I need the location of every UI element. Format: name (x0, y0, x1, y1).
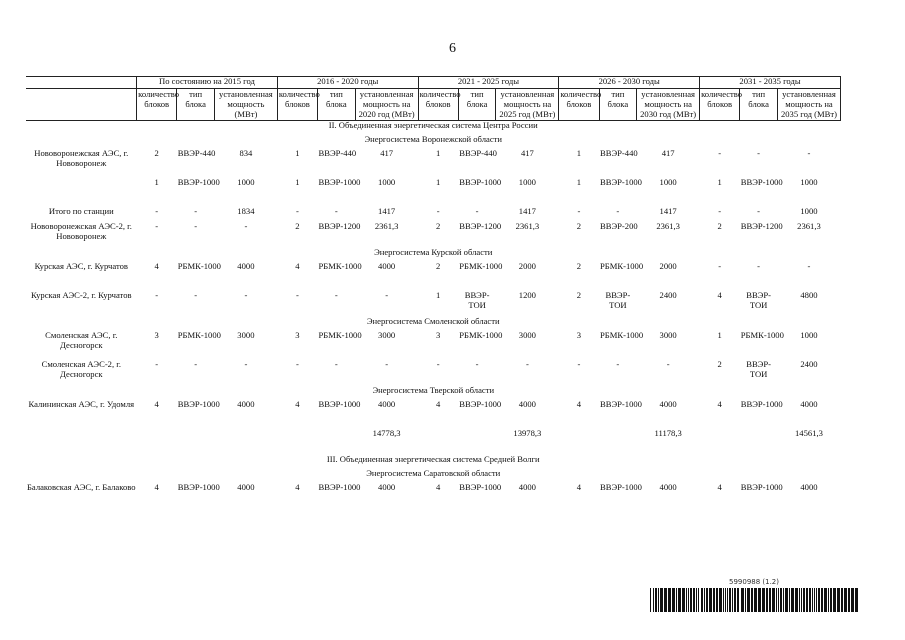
table-cell: - (666, 359, 670, 369)
section-title: II. Объединенная энергетическая система Центра России (328, 120, 538, 130)
table-body (26, 121, 841, 510)
table-cell: ВВЭР-1000 (177, 399, 220, 409)
table-cell: ВВЭР-1200 (740, 221, 783, 231)
table-cell: ВВЭР-1000 (600, 482, 642, 492)
barcode-bar (824, 588, 827, 612)
barcode-bar (745, 588, 746, 612)
table-cell: - (475, 206, 479, 216)
table-cell: 4 (717, 290, 722, 300)
table-cell: ВВЭР-440 (177, 148, 216, 158)
station-name: Курская АЭС-2, г. Курчатов (31, 290, 132, 300)
barcode-bar (821, 588, 823, 612)
period-header-2021-2025: 2021 - 2025 годы (418, 77, 559, 89)
barcode-bar (693, 588, 695, 612)
table-cell: - (436, 359, 440, 369)
table-cell: - (385, 359, 389, 369)
totals-spacer (700, 426, 778, 441)
table-cell: 4000 (237, 261, 255, 271)
table-cell: 4000 (237, 482, 255, 492)
barcode-bar (806, 588, 808, 612)
barcode-bar (780, 588, 782, 612)
table-cell: 4000 (237, 399, 255, 409)
table-cell: ВВЭР-1000 (600, 177, 642, 187)
table-cell: 1 (576, 148, 582, 158)
period-header-row (26, 77, 841, 89)
table-cell: - (757, 261, 761, 271)
table-cell: 4000 (518, 399, 536, 409)
table-cell: 4000 (800, 399, 818, 409)
barcode-bar (758, 588, 761, 612)
table-cell: 4000 (378, 399, 396, 409)
table-cell: ВВЭР-ТОИ (605, 290, 631, 310)
col-header: установленная мощность на 2030 год (МВт) (637, 89, 700, 121)
totals-spacer (418, 426, 496, 441)
table-cell: РБМК-1000 (459, 330, 503, 340)
barcode-bar (785, 588, 788, 612)
table-cell: 2361,3 (656, 221, 680, 231)
npp-capacity-table (26, 76, 841, 509)
barcode-bar (772, 588, 775, 612)
subsystem-row (26, 248, 841, 259)
col-header: тип блока (458, 89, 496, 121)
table-cell: 1 (436, 148, 441, 158)
barcode-bar (783, 588, 784, 612)
table-cell: РБМК-1000 (600, 261, 644, 271)
barcode-bar (851, 588, 854, 612)
table-cell: - (194, 221, 198, 231)
totals-spacer (277, 426, 355, 441)
barcode-bar (664, 588, 667, 612)
table-cell: 4 (154, 482, 159, 492)
table-cell: ВВЭР-440 (318, 148, 357, 158)
table-cell: 1834 (237, 206, 255, 216)
barcode-bar (732, 588, 733, 612)
col-header: количество блоков (418, 89, 458, 121)
col-header: количество блоков (277, 89, 317, 121)
barcode-bar (841, 588, 843, 612)
col-header: количество блоков (559, 89, 599, 121)
table-cell: 4 (436, 399, 441, 409)
table-cell: - (616, 359, 620, 369)
col-header: установленная мощность на 2035 год (МВт) (777, 89, 840, 121)
station-name: Курская АЭС, г. Курчатов (34, 261, 128, 271)
table-cell: 1000 (659, 177, 677, 187)
table-cell: 3 (154, 330, 159, 340)
barcode-bar (747, 588, 750, 612)
table-cell: - (334, 206, 338, 216)
table-cell: ВВЭР-1000 (459, 399, 502, 409)
section-row (26, 121, 841, 136)
table-cell: 4000 (659, 399, 677, 409)
table-cell: РБМК-1000 (318, 330, 362, 340)
table-cell: 2000 (659, 261, 677, 271)
table-cell: - (244, 290, 248, 300)
section-title: III. Объединенная энергетическая система Средней Волги (326, 454, 540, 464)
table-cell: 2 (436, 261, 441, 271)
barcode-bar (754, 588, 757, 612)
totals-spacer (559, 426, 637, 441)
barcode-bar (676, 588, 677, 612)
barcode-bar (791, 588, 794, 612)
barcode-bar (828, 588, 829, 612)
table-cell: 2361,3 (374, 221, 399, 231)
col-header: установленная мощность (МВт) (214, 89, 277, 121)
col-header: установленная мощность на 2020 год (МВт) (355, 89, 418, 121)
table-cell: 1417 (518, 206, 536, 216)
barcode-bar (803, 588, 805, 612)
barcode-bar (818, 588, 820, 612)
barcode-bar (776, 588, 777, 612)
column-header-row (26, 89, 841, 121)
barcode-bar (855, 588, 858, 612)
table-cell: 1 (436, 290, 441, 300)
table-row (26, 219, 841, 248)
table-cell: ВВЭР-1000 (177, 177, 220, 187)
barcode-bar (814, 588, 815, 612)
barcode-bar (650, 588, 651, 612)
table-cell: 4 (295, 482, 300, 492)
table-cell: ВВЭР-1000 (459, 482, 502, 492)
table-cell: - (525, 359, 529, 369)
barcode-bar (704, 588, 705, 612)
barcode-bar (668, 588, 671, 612)
barcode-bar (678, 588, 681, 612)
col-header: количество блоков (137, 89, 177, 121)
station-name: Балаковская АЭС, г. Балаково (27, 482, 136, 492)
col-header: тип блока (318, 89, 356, 121)
table-cell: ВВЭР-1000 (318, 482, 361, 492)
barcode-bar (795, 588, 798, 612)
total-value: 13978,3 (513, 428, 542, 438)
table-cell: 4000 (800, 482, 818, 492)
barcode-bar (801, 588, 802, 612)
col-header: установленная мощность на 2025 год (МВт) (496, 89, 559, 121)
barcode-bar (734, 588, 736, 612)
total-value: 14561,3 (795, 428, 823, 438)
table-cell: 1 (295, 148, 300, 158)
table-cell: 2 (576, 290, 582, 300)
table-cell: - (577, 206, 581, 216)
table-cell: 1 (295, 177, 300, 187)
subsystem-title: Энергосистема Смоленской области (366, 316, 500, 326)
table-cell: ВВЭР-1000 (177, 482, 220, 492)
barcode-bar (809, 588, 811, 612)
station-name: Нововоронежская АЭС, г. Нововоронеж (34, 148, 129, 168)
table-cell: 2000 (518, 261, 536, 271)
table-cell: - (334, 359, 338, 369)
table-cell: 2 (576, 261, 582, 271)
table-cell: 4800 (800, 290, 818, 300)
table-cell: 4 (154, 261, 159, 271)
table-cell: ВВЭР-1000 (600, 399, 642, 409)
table-cell: 1000 (237, 177, 255, 187)
col-header: тип блока (177, 89, 215, 121)
station-name: Смоленская АЭС, г. Десногорск (45, 330, 118, 350)
spacer-cell (26, 441, 841, 455)
station-name: Итого по станции (48, 206, 114, 216)
barcode-bar (729, 588, 731, 612)
table-cell: 417 (661, 148, 675, 158)
table-cell: - (155, 206, 159, 216)
table-cell: 2 (436, 221, 441, 231)
table-cell: ВВЭР-ТОИ (746, 359, 771, 379)
table-cell: 1417 (659, 206, 677, 216)
table-cell: 2 (576, 221, 582, 231)
table-row (26, 288, 841, 317)
station-column-subheader (26, 89, 137, 121)
table-row (26, 204, 841, 219)
table-cell: 2 (154, 148, 159, 158)
table-cell: - (718, 206, 722, 216)
table-row (26, 175, 841, 204)
barcode-bar (725, 588, 726, 612)
barcode-bar (672, 588, 675, 612)
table-cell: РБМК-1000 (177, 261, 221, 271)
table-cell: 3 (576, 330, 582, 340)
table-cell: ВВЭР-440 (459, 148, 497, 158)
table-row (26, 397, 841, 426)
table-cell: - (718, 148, 722, 158)
table-cell: 4000 (659, 482, 677, 492)
barcode-bar (719, 588, 722, 612)
barcode-bar (660, 588, 663, 612)
table-cell: 4 (576, 482, 582, 492)
table-cell: ВВЭР-1000 (318, 399, 361, 409)
table-cell: ВВЭР-1200 (459, 221, 502, 231)
totals-spacer (26, 426, 277, 441)
barcode-bar (844, 588, 847, 612)
table-cell: 3000 (237, 330, 255, 340)
table-cell: - (155, 359, 159, 369)
barcode-bar (837, 588, 840, 612)
table-cell: - (385, 290, 389, 300)
table-cell: 2 (717, 359, 722, 369)
table-cell: - (757, 206, 761, 216)
table-cell: ВВЭР-ТОИ (746, 290, 771, 310)
table-cell: РБМК-1000 (600, 330, 644, 340)
table-cell: - (295, 290, 299, 300)
table-cell: 2361,3 (797, 221, 821, 231)
table-cell: 1000 (800, 330, 818, 340)
barcode-bar (737, 588, 739, 612)
barcode-bar (799, 588, 800, 612)
table-cell: - (718, 261, 722, 271)
table-cell: 4000 (518, 482, 536, 492)
subsystem-title: Энергосистема Курской области (374, 247, 493, 257)
subsystem-title: Энергосистема Саратовской области (366, 468, 501, 478)
table-cell: 1000 (378, 177, 396, 187)
table-cell: 4 (295, 261, 300, 271)
table-cell: - (295, 206, 299, 216)
table-row (26, 357, 841, 386)
table-cell: ВВЭР-440 (600, 148, 638, 158)
table-cell: 3 (295, 330, 300, 340)
barcode-bar (762, 588, 765, 612)
barcode-bar (723, 588, 724, 612)
subsystem-row (26, 135, 841, 146)
barcode-bar (812, 588, 813, 612)
table-cell: ВВЭР-ТОИ (464, 290, 490, 310)
table-cell: 1 (154, 177, 159, 187)
barcode-bar (751, 588, 753, 612)
period-header-2026-2030: 2026 - 2030 годы (559, 77, 700, 89)
barcode-bar (741, 588, 744, 612)
station-name: Смоленская АЭС-2, г. Десногорск (41, 359, 121, 379)
barcode-bar (848, 588, 850, 612)
barcode-bar (688, 588, 689, 612)
table-cell: 4 (436, 482, 441, 492)
barcode-bar (769, 588, 771, 612)
barcode-bar (816, 588, 817, 612)
table-cell: - (757, 148, 761, 158)
table-cell: ВВЭР-1000 (740, 399, 783, 409)
table-cell: 834 (239, 148, 253, 158)
barcode-bar (690, 588, 692, 612)
table-cell: 3 (436, 330, 441, 340)
table-cell: - (244, 221, 248, 231)
period-header-2015: По состоянию на 2015 год (137, 77, 278, 89)
table-cell: РБМК-1000 (740, 330, 784, 340)
barcode-bar (778, 588, 779, 612)
table-cell: 4 (717, 482, 722, 492)
table-cell: 3000 (659, 330, 677, 340)
table-cell: 1000 (800, 206, 818, 216)
subsystem-row (26, 469, 841, 480)
table-cell: ВВЭР-1000 (318, 177, 361, 187)
table-cell: ВВЭР-1200 (318, 221, 361, 231)
col-header: количество блоков (700, 89, 740, 121)
table-cell: 417 (380, 148, 394, 158)
table-cell: - (807, 261, 811, 271)
table-cell: - (475, 359, 479, 369)
table-cell: - (616, 206, 620, 216)
table-cell: 1000 (800, 177, 818, 187)
table-cell: ВВЭР-1000 (740, 482, 783, 492)
barcode-bar (701, 588, 703, 612)
table-row (26, 146, 841, 175)
table-cell: 1 (576, 177, 582, 187)
table-cell: - (194, 290, 198, 300)
table-cell: - (155, 290, 159, 300)
table-cell: 3000 (518, 330, 536, 340)
barcode-bar (716, 588, 718, 612)
table-cell: 2361,3 (515, 221, 540, 231)
table-cell: ВВЭР-1000 (459, 177, 502, 187)
barcode-bar (686, 588, 687, 612)
table-cell: 4 (295, 399, 300, 409)
station-column-header (26, 77, 137, 89)
barcode-bar (698, 588, 699, 612)
table-cell: - (334, 290, 338, 300)
table-cell: 4000 (378, 482, 396, 492)
table-cell: 1 (717, 177, 722, 187)
subsystem-title: Энергосистема Воронежской области (364, 134, 502, 144)
barcode-bar (789, 588, 790, 612)
table-cell: 3000 (378, 330, 396, 340)
barcode-bar (706, 588, 708, 612)
barcode-image (650, 588, 860, 612)
page-number: 6 (449, 41, 456, 56)
barcode-bar (833, 588, 836, 612)
subsystem-row (26, 317, 841, 328)
period-header-2016-2020: 2016 - 2020 годы (277, 77, 418, 89)
table-cell: 4 (576, 399, 582, 409)
table-cell: - (436, 206, 440, 216)
table-cell: 4000 (378, 261, 396, 271)
total-value: 14778,3 (372, 428, 401, 438)
section-spacer (26, 441, 841, 455)
period-header-2031-2035: 2031 - 2035 годы (700, 77, 841, 89)
table-cell: - (577, 359, 581, 369)
barcode-bar (655, 588, 657, 612)
table-cell: 1 (717, 330, 722, 340)
barcode-bar (658, 588, 659, 612)
subsystem-title: Энергосистема Тверской области (372, 385, 495, 395)
barcode-bar (653, 588, 654, 612)
table-cell: 2400 (659, 290, 677, 300)
table-cell: - (295, 359, 299, 369)
col-header: тип блока (599, 89, 637, 121)
table-cell: 2 (717, 221, 722, 231)
table-row (26, 480, 841, 509)
table-cell: 417 (520, 148, 534, 158)
table-cell: 2400 (800, 359, 818, 369)
table-cell: ВВЭР-1000 (740, 177, 783, 187)
barcode-bar (682, 588, 685, 612)
table-row (26, 259, 841, 288)
barcode-bar (766, 588, 768, 612)
barcode-bar (830, 588, 832, 612)
table-cell: РБМК-1000 (459, 261, 503, 271)
barcode-bar (727, 588, 728, 612)
table-cell: 4 (154, 399, 159, 409)
table-cell: 1000 (518, 177, 536, 187)
barcode-bar (709, 588, 712, 612)
station-name (26, 175, 137, 204)
table-cell: ВВЭР-200 (600, 221, 638, 231)
station-name: Нововоронежская АЭС-2, г. Нововоронеж (30, 221, 132, 241)
table-cell: - (194, 359, 198, 369)
subsystem-row (26, 386, 841, 397)
table-cell: - (194, 206, 198, 216)
table-row (26, 328, 841, 357)
table-cell: - (244, 359, 248, 369)
table-cell: 1200 (518, 290, 536, 300)
total-value: 11178,3 (654, 428, 682, 438)
barcode-bar (713, 588, 715, 612)
col-header: тип блока (740, 89, 778, 121)
table-cell: 2 (295, 221, 300, 231)
barcode-number: 5990988 (1.2) (729, 578, 779, 586)
table-cell: - (155, 221, 159, 231)
table-cell: - (807, 148, 811, 158)
table-cell: РБМК-1000 (318, 261, 362, 271)
totals-row (26, 426, 841, 441)
table-cell: 1 (436, 177, 441, 187)
table-cell: 4 (717, 399, 722, 409)
barcode-bar (696, 588, 697, 612)
table-cell: 1417 (378, 206, 396, 216)
section-row (26, 455, 841, 469)
station-name: Калининская АЭС, г. Удомля (28, 399, 135, 409)
table-cell: РБМК-1000 (177, 330, 221, 340)
